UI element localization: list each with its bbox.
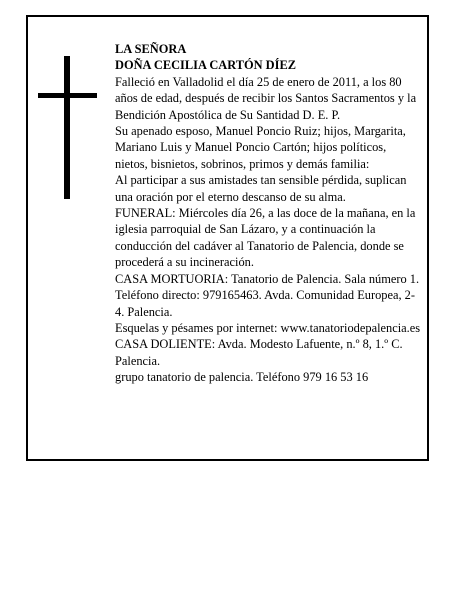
family-paragraph: Su apenado esposo, Manuel Poncio Ruiz; hijos, Margarita, Mariano Luis y Manuel Poncio Cartón; hijos políticos, nietos, bisnietos, sobrinos, primos y demás familia: bbox=[115, 124, 406, 171]
cross-icon bbox=[38, 56, 97, 199]
internet-paragraph: Esquelas y pésames por internet: www.tanatoriodepalencia.es bbox=[115, 320, 421, 335]
obituary-text bbox=[115, 41, 421, 386]
death-paragraph: Falleció en Valladolid el día 25 de enero de 2011, a los 80 años de edad, después de recibir los Santos Sacramentos y la Bendición Apostólica de Su Santidad D. E. P. bbox=[115, 74, 417, 122]
prayer-paragraph: Al participar a sus amistades tan sensible pérdida, suplican una oración por el eterno descanso de su alma. bbox=[115, 173, 407, 204]
cross-vertical-bar bbox=[64, 56, 70, 199]
obituary-notice bbox=[26, 15, 429, 461]
contact-paragraph: grupo tanatorio de palencia. Teléfono 979 16 53 16 bbox=[115, 370, 369, 385]
cross-horizontal-bar bbox=[38, 93, 97, 98]
funeral-paragraph: FUNERAL: Miércoles día 26, a las doce de la mañana, en la iglesia parroquial de San Lázaro, y a continuación la conducción del cadáver al Tanatorio de Palencia, donde se procederá a su incineración. bbox=[115, 206, 416, 270]
obituary-heading: LA SEÑORA bbox=[115, 42, 187, 56]
mortuary-paragraph: CASA MORTUORIA: Tanatorio de Palencia. Sala número 1. Teléfono directo: 979165463. Avda. Comunidad Europea, 2-4. Palencia. bbox=[115, 271, 420, 319]
deceased-name: DOÑA CECILIA CARTÓN DÍEZ bbox=[115, 58, 296, 73]
mourning-home-paragraph: CASA DOLIENTE: Avda. Modesto Lafuente, n.º 8, 1.º C. Palencia. bbox=[115, 337, 403, 368]
